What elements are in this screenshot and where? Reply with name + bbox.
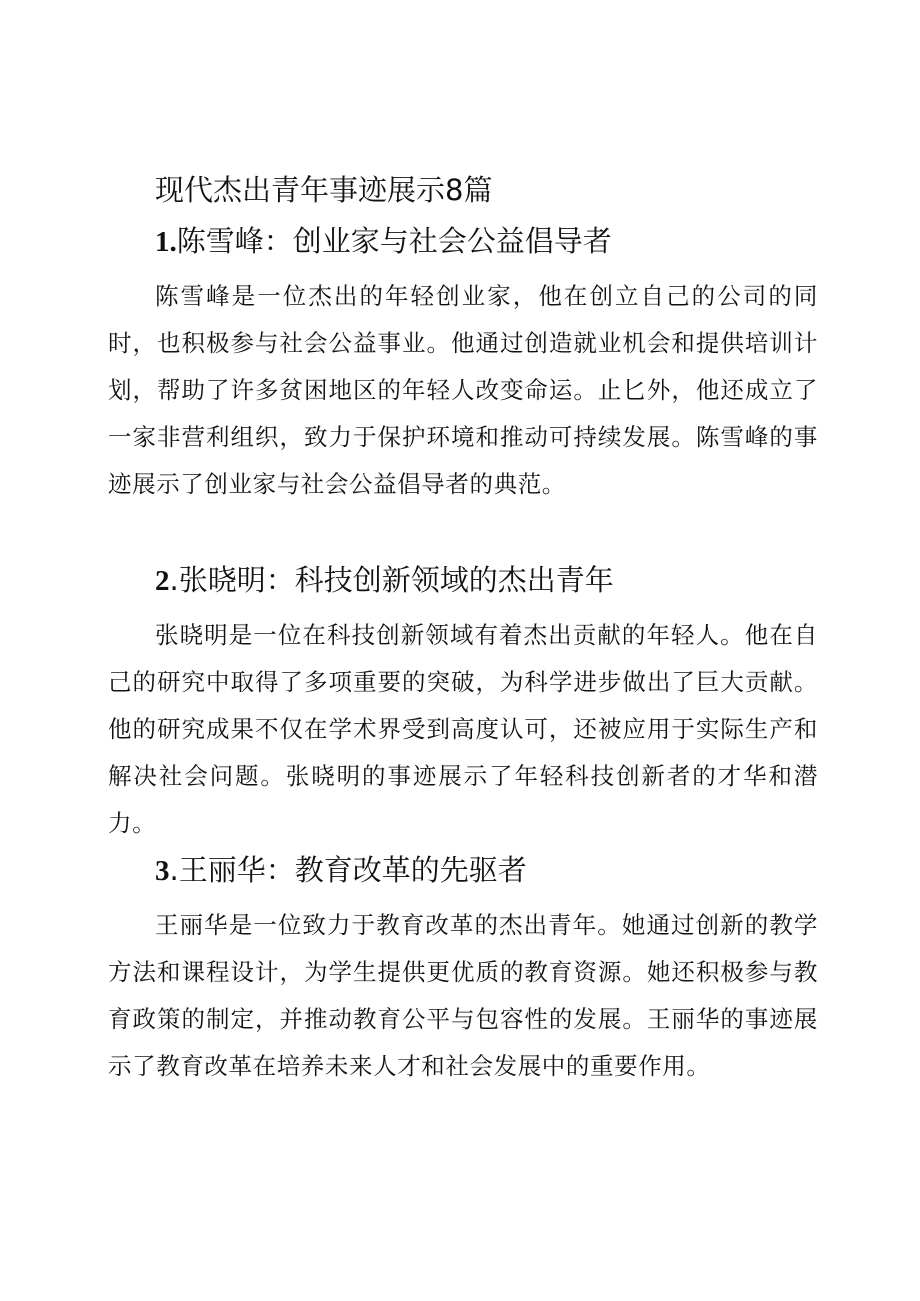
section-heading bbox=[108, 850, 818, 891]
section-2 bbox=[108, 560, 818, 847]
document-title: 现代杰出青年事迹展示8篇 bbox=[155, 173, 493, 207]
section-1 bbox=[108, 221, 818, 508]
section-heading bbox=[108, 221, 818, 262]
section-3 bbox=[108, 850, 818, 1090]
section-heading-text: .张晓明：科技创新领域的杰出青年 bbox=[169, 563, 614, 597]
section-heading-text: 陈雪峰：创业家与社会公益倡导者 bbox=[176, 224, 612, 258]
section-body: 张晓明是一位在科技创新领域有着杰出贡献的年轻人。他在自己的研究中取得了多项重要的突破，为科学进步做出了巨大贡献。他的研究成果不仅在学术界受到高度认可，还被应用于实际生产和解决社会问题。张晓明的事迹展示了年轻科技创新者的才华和潜力。 bbox=[108, 621, 818, 837]
section-heading-text: .王丽华：教育改革的先驱者 bbox=[169, 853, 527, 887]
section-heading bbox=[108, 560, 818, 601]
section-number: 3 bbox=[155, 855, 170, 887]
section-number: 1. bbox=[155, 226, 177, 258]
section-body: 王丽华是一位致力于教育改革的杰出青年。她通过创新的教学方法和课程设计，为学生提供更优质的教育资源。她还积极参与教育政策的制定，并推动教育公平与包容性的发展。王丽华的事迹展示了教育改革在培养未来人才和社会发展中的重要作用。 bbox=[108, 911, 818, 1080]
section-number: 2 bbox=[155, 565, 170, 597]
section-body: 陈雪峰是一位杰出的年轻创业家，他在创立自己的公司的同时，也积极参与社会公益事业。他通过创造就业机会和提供培训计划，帮助了许多贫困地区的年轻人改变命运。止匕外，他还成立了一家非营利组织，致力于保护环境和推动可持续发展。陈雪峰的事迹展示了创业家与社会公益倡导者的典范。 bbox=[108, 282, 818, 498]
